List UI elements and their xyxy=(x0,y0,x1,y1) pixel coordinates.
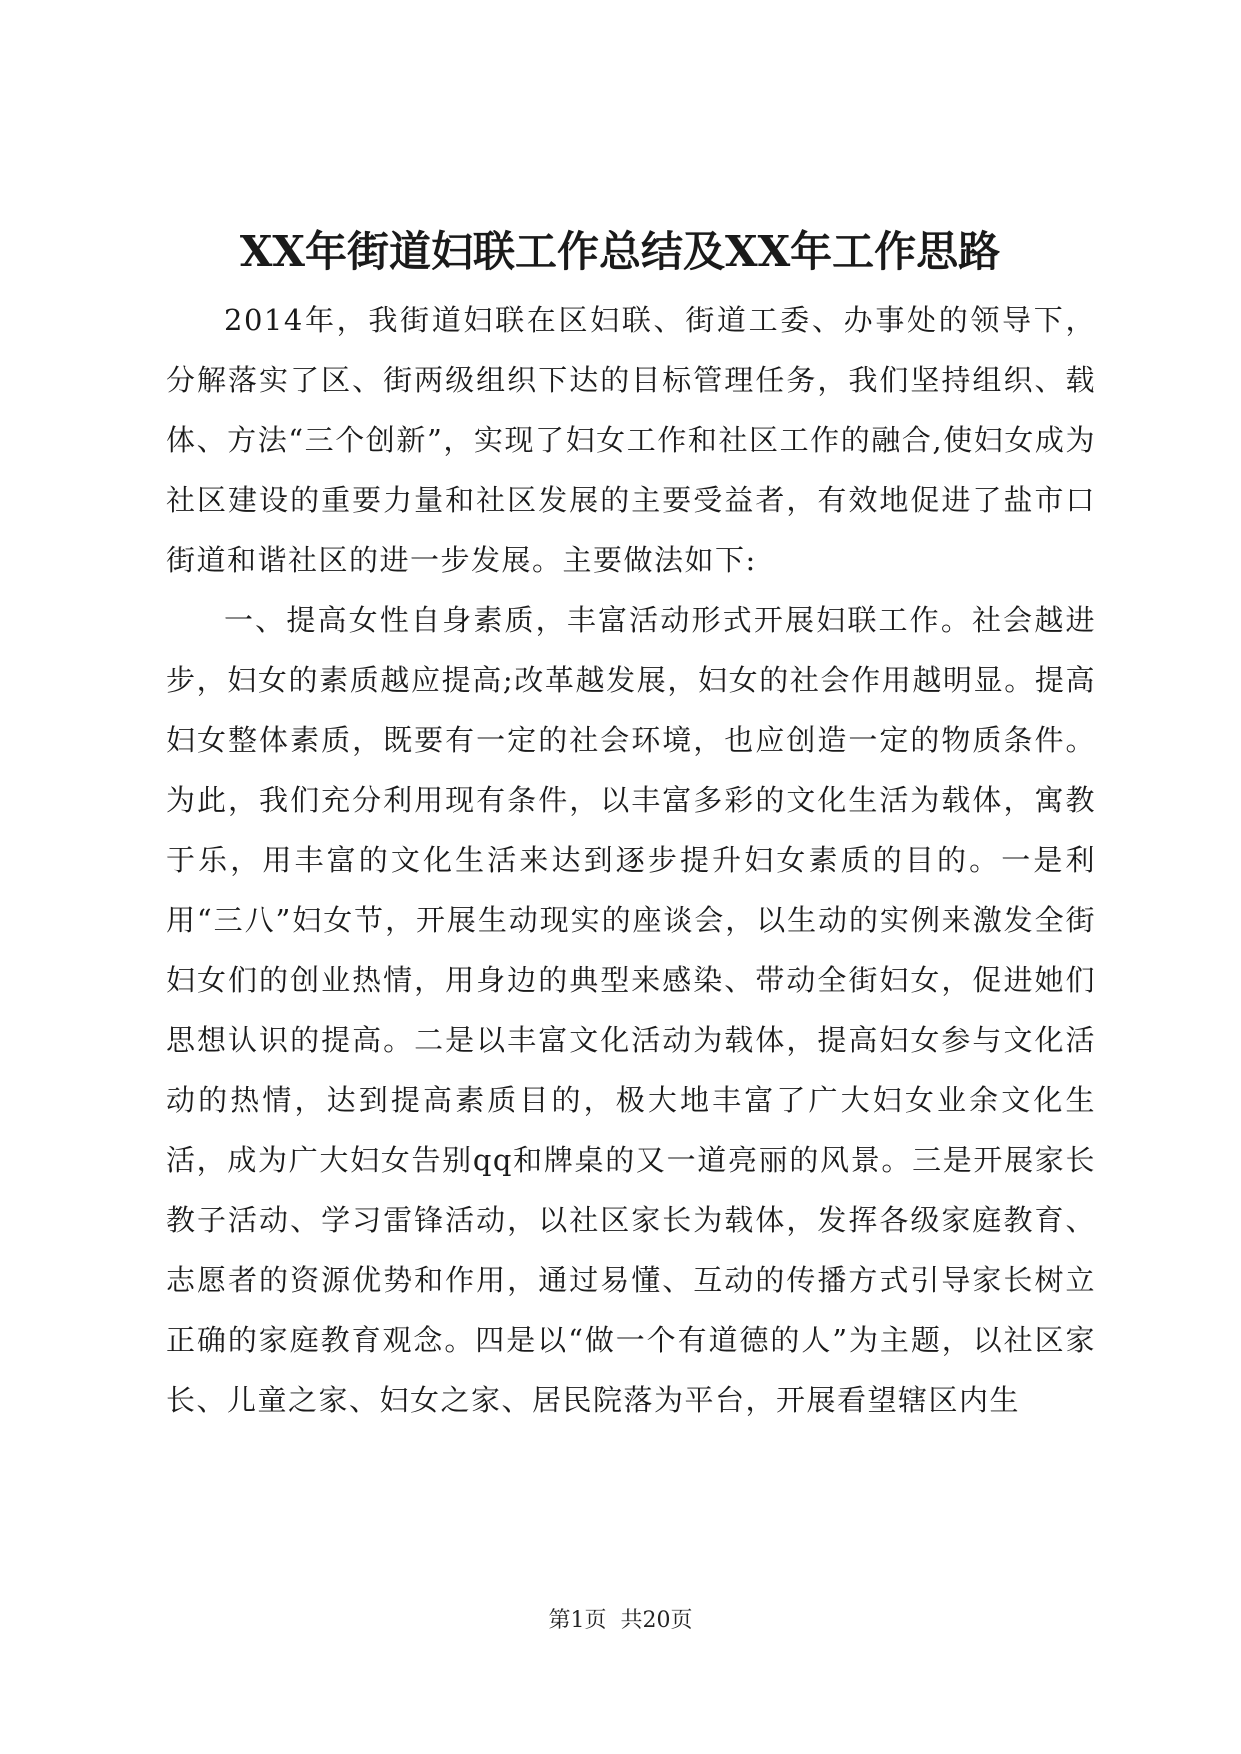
document-body xyxy=(166,290,1096,1430)
page-number-label: 第1页 共20页 xyxy=(548,1608,693,1633)
page-footer xyxy=(0,1606,1241,1636)
document-title: XX年街道妇联工作总结及XX年工作思路 xyxy=(239,227,1001,276)
paragraph-intro: 2014年，我街道妇联在区妇联、街道工委、办事处的领导下，分解落实了区、街两级组织下达的目标管理任务，我们坚持组织、载体、方法“三个创新”，实现了妇女工作和社区工作的融合,使妇女成为社区建设的重要力量和社区发展的主要受益者，有效地促进了盐市口街道和谐社区的进一步发展。主要做法如下: xyxy=(166,303,1096,577)
paragraph-section-one: 一、提高女性自身素质，丰富活动形式开展妇联工作。社会越进步，妇女的素质越应提高;改革越发展，妇女的社会作用越明显。提高妇女整体素质，既要有一定的社会环境，也应创造一定的物质条件。为此，我们充分利用现有条件，以丰富多彩的文化生活为载体，寓教于乐，用丰富的文化生活来达到逐步提升妇女素质的目的。一是利用“三八”妇女节，开展生动现实的座谈会，以生动的实例来激发全街妇女们的创业热情，用身边的典型来感染、带动全街妇女，促进她们思想认识的提高。二是以丰富文化活动为载体，提高妇女参与文化活动的热情，达到提高素质目的，极大地丰富了广大妇女业余文化生活，成为广大妇女告别qq和牌桌的又一道亮丽的风景。三是开展家长教子活动、学习雷锋活动，以社区家长为载体，发挥各级家庭教育、志愿者的资源优势和作用，通过易懂、互动的传播方式引导家长树立正确的家庭教育观念。四是以“做一个有道德的人”为主题，以社区家长、儿童之家、妇女之家、居民院落为平台，开展看望辖区内生 xyxy=(166,603,1096,1417)
